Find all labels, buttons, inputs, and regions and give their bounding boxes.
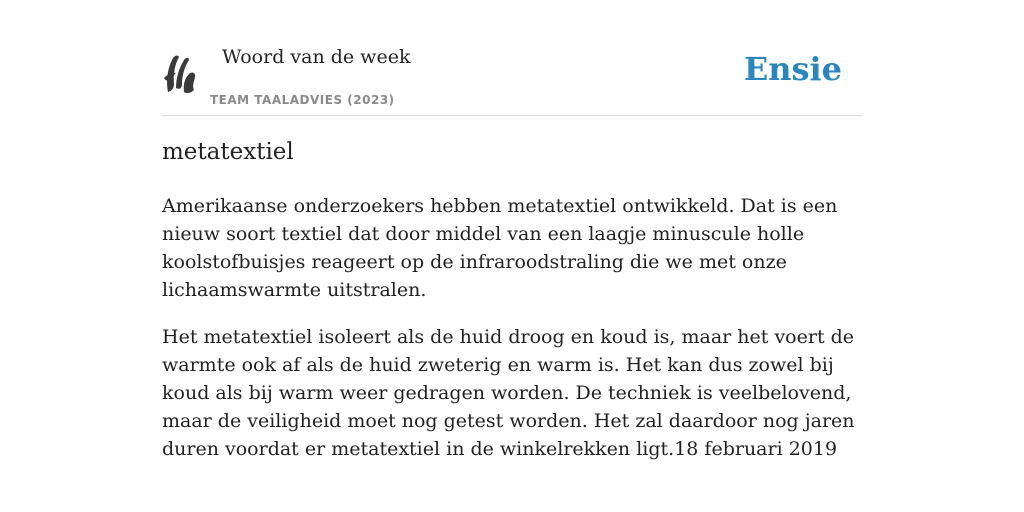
definition-paragraph-text: Het metatextiel isoleert als de huid droog en koud is, maar het voert de warmte ook af als de huid zweterig en warm is. Het kan dus zowel bij koud als bij warm weer gedragen worden. De techniek is veelbelovend, maar de veiligheid moet nog getest worden. Het zal daardoor nog jaren duren voordat er metatextiel in de winkelrekken ligt. — [162, 326, 855, 460]
entry-date: 18 februari 2019 — [674, 438, 838, 460]
source-title[interactable]: Woord van de week — [222, 46, 411, 68]
source-author: TEAM TAALADVIES (2023) — [210, 93, 395, 107]
headword: metatextiel — [162, 139, 294, 165]
definition-body — [162, 192, 862, 482]
definition-paragraph — [162, 323, 862, 463]
source-header — [162, 40, 862, 116]
definition-paragraph-text: Amerikaanse onderzoekers hebben metatextiel ontwikkeld. Dat is een nieuw soort textiel dat door middel van een laagje minuscule holle koolstofbuisjes reageert op de infraroodstraling die we met onze lichaamswarmte uitstralen. — [162, 195, 838, 301]
flemish-lion-logo-icon — [162, 48, 198, 96]
definition-paragraph — [162, 192, 862, 304]
ensie-brand-logo[interactable]: Ensie — [743, 50, 842, 88]
